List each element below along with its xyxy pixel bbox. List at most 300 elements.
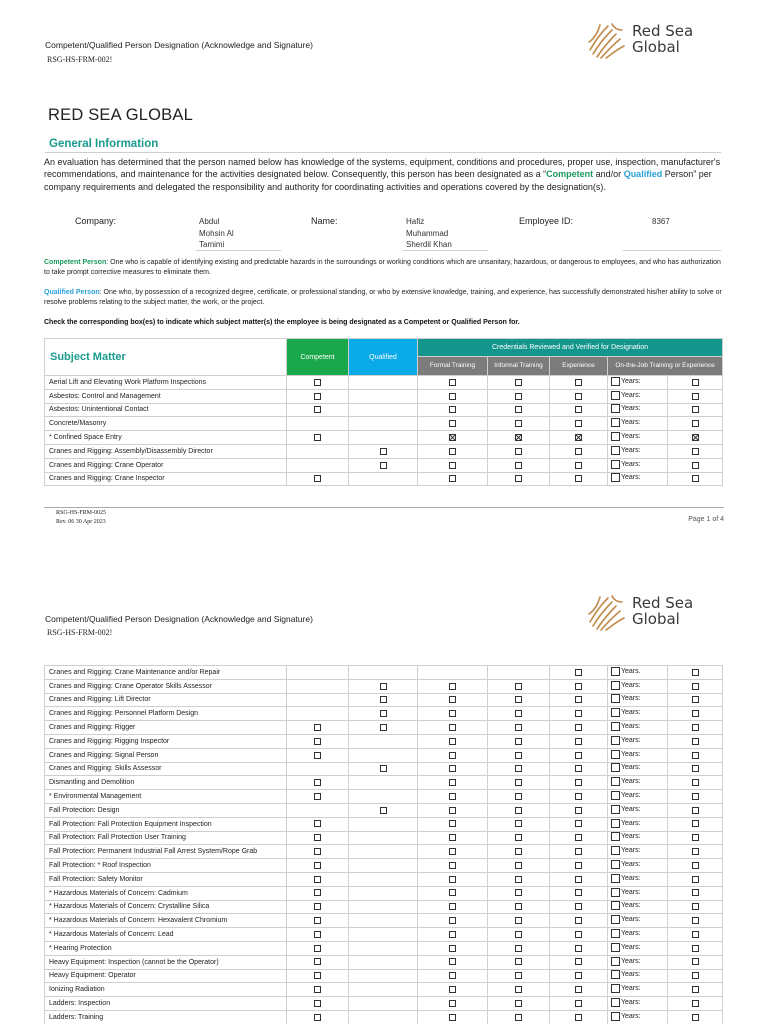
years-input[interactable] [611, 763, 620, 772]
informal-training-checkbox[interactable] [515, 986, 522, 993]
on-the-job-cell [668, 928, 723, 942]
on-the-job-checkbox[interactable] [692, 931, 699, 938]
competent-checkbox[interactable] [314, 820, 321, 827]
experience-checkbox[interactable] [575, 462, 582, 469]
on-the-job-checkbox[interactable] [692, 462, 699, 469]
header-form-code-page-2: RSG-HS-FRM-002! [47, 628, 113, 637]
formal-training-cell [418, 734, 488, 748]
qualified-cell [349, 1010, 418, 1024]
years-input[interactable] [611, 846, 620, 855]
experience-checkbox[interactable] [575, 889, 582, 896]
competent-checkbox[interactable] [314, 793, 321, 800]
years-cell [608, 693, 668, 707]
on-the-job-cell [668, 707, 723, 721]
formal-training-checkbox[interactable] [449, 710, 456, 717]
on-the-job-checkbox[interactable] [692, 710, 699, 717]
competent-cell [287, 983, 349, 997]
formal-training-checkbox[interactable] [449, 406, 456, 413]
informal-training-cell [488, 803, 550, 817]
years-cell [608, 886, 668, 900]
years-label: Years: [621, 377, 641, 385]
experience-checkbox[interactable] [575, 862, 582, 869]
on-the-job-cell [668, 955, 723, 969]
experience-checkbox[interactable] [575, 807, 582, 814]
qualified-cell [349, 666, 418, 680]
informal-training-checkbox[interactable] [515, 420, 522, 427]
on-the-job-checkbox[interactable] [692, 738, 699, 745]
subject-matter-cell: Cranes and Rigging: Signal Person [45, 748, 287, 762]
on-the-job-checkbox[interactable] [692, 752, 699, 759]
table-row [45, 817, 723, 831]
formal-training-cell [418, 817, 488, 831]
on-the-job-checkbox[interactable] [692, 448, 699, 455]
years-cell [608, 845, 668, 859]
formal-training-checkbox[interactable] [449, 683, 456, 690]
experience-checkbox[interactable] [575, 406, 582, 413]
formal-training-cell [418, 997, 488, 1011]
years-label: Years: [621, 792, 641, 800]
experience-cell [550, 914, 608, 928]
competent-checkbox[interactable] [314, 434, 321, 441]
years-input[interactable] [611, 998, 620, 1007]
table-row [45, 803, 723, 817]
experience-checkbox[interactable] [575, 876, 582, 883]
employee-id-value[interactable]: 8367 [652, 217, 670, 226]
qualified-cell [349, 914, 418, 928]
formal-training-checkbox[interactable] [449, 986, 456, 993]
competent-cell [287, 762, 349, 776]
informal-training-checkbox[interactable] [515, 820, 522, 827]
informal-training-checkbox[interactable] [515, 696, 522, 703]
qualified-cell [349, 417, 418, 431]
qualified-cell [349, 900, 418, 914]
experience-checkbox[interactable] [575, 848, 582, 855]
experience-cell [550, 955, 608, 969]
years-input[interactable] [611, 750, 620, 759]
competent-checkbox[interactable] [314, 393, 321, 400]
instruction-text: Check the corresponding box(es) to indicate which subject matter(s) the employee is being designated as a Competent or Qualified Person for. [44, 319, 520, 326]
table-row [45, 693, 723, 707]
on-the-job-checkbox[interactable] [692, 820, 699, 827]
company-value[interactable]: Abdul Mohsin Al Tamimi [199, 217, 234, 250]
on-the-job-checkbox[interactable] [692, 379, 699, 386]
informal-training-checkbox[interactable] [515, 724, 522, 731]
years-input[interactable] [611, 460, 620, 469]
on-the-job-cell [668, 417, 723, 431]
years-input[interactable] [611, 888, 620, 897]
competent-checkbox[interactable] [314, 738, 321, 745]
formal-training-checkbox[interactable] [449, 1000, 456, 1007]
competent-checkbox[interactable] [314, 986, 321, 993]
experience-checkbox[interactable] [575, 958, 582, 965]
years-label: Years: [621, 805, 641, 813]
informal-training-checkbox[interactable] [515, 889, 522, 896]
informal-training-cell [488, 817, 550, 831]
experience-checkbox[interactable] [575, 1014, 582, 1021]
experience-checkbox[interactable] [575, 903, 582, 910]
informal-training-checkbox[interactable] [515, 1014, 522, 1021]
informal-training-checkbox[interactable] [515, 917, 522, 924]
on-the-job-checkbox[interactable] [692, 945, 699, 952]
informal-training-checkbox[interactable] [515, 765, 522, 772]
formal-training-checkbox[interactable] [449, 972, 456, 979]
experience-checkbox[interactable] [575, 793, 582, 800]
years-input[interactable] [611, 418, 620, 427]
formal-training-checkbox[interactable] [449, 903, 456, 910]
formal-training-cell [418, 472, 488, 486]
informal-training-checkbox[interactable] [515, 945, 522, 952]
subject-matter-cell: Fall Protection: Fall Protection User Training [45, 831, 287, 845]
experience-checkbox[interactable] [575, 448, 582, 455]
qualified-checkbox[interactable] [380, 448, 387, 455]
competent-cell [287, 997, 349, 1011]
informal-training-checkbox[interactable] [515, 834, 522, 841]
formal-training-checkbox[interactable] [449, 889, 456, 896]
informal-training-checkbox[interactable] [515, 462, 522, 469]
formal-training-checkbox[interactable] [449, 696, 456, 703]
on-the-job-checkbox[interactable] [692, 903, 699, 910]
formal-training-checkbox[interactable] [449, 807, 456, 814]
on-the-job-checkbox[interactable] [692, 876, 699, 883]
informal-training-checkbox[interactable] [515, 475, 522, 482]
competent-checkbox[interactable] [314, 752, 321, 759]
informal-training-checkbox[interactable] [515, 379, 522, 386]
on-the-job-checkbox[interactable] [692, 807, 699, 814]
formal-training-checkbox[interactable] [449, 779, 456, 786]
years-input[interactable] [611, 432, 620, 441]
informal-training-cell [488, 997, 550, 1011]
years-input[interactable] [611, 473, 620, 482]
informal-training-checkbox[interactable] [515, 862, 522, 869]
years-input[interactable] [611, 874, 620, 883]
years-input[interactable] [611, 404, 620, 413]
on-the-job-checkbox[interactable] [692, 848, 699, 855]
qualified-checkbox[interactable] [380, 710, 387, 717]
competent-checkbox[interactable] [314, 379, 321, 386]
years-cell [608, 403, 668, 417]
on-the-job-checkbox[interactable] [692, 696, 699, 703]
competent-cell [287, 403, 349, 417]
informal-training-checkbox[interactable] [515, 779, 522, 786]
formal-training-checkbox[interactable] [449, 958, 456, 965]
subject-matter-cell: * Confined Space Entry [45, 431, 287, 445]
years-input[interactable] [611, 1012, 620, 1021]
on-the-job-checkbox[interactable] [692, 917, 699, 924]
on-the-job-checkbox[interactable] [692, 1014, 699, 1021]
experience-checkbox[interactable] [575, 752, 582, 759]
experience-checkbox[interactable] [575, 945, 582, 952]
on-the-job-checkbox[interactable] [692, 958, 699, 965]
informal-training-checkbox[interactable] [515, 683, 522, 690]
competent-checkbox[interactable] [314, 876, 321, 883]
experience-cell [550, 389, 608, 403]
on-the-job-checkbox[interactable] [692, 834, 699, 841]
informal-training-checkbox[interactable] [515, 876, 522, 883]
qualified-checkbox[interactable] [380, 683, 387, 690]
formal-training-checkbox[interactable] [449, 1014, 456, 1021]
years-label: Years: [621, 957, 641, 965]
experience-checkbox[interactable] [575, 820, 582, 827]
subject-matter-cell: Cranes and Rigging: Lift Director [45, 693, 287, 707]
informal-training-checkbox[interactable] [515, 903, 522, 910]
competent-header: Competent [287, 339, 349, 376]
experience-checkbox[interactable] [575, 931, 582, 938]
years-input[interactable] [611, 446, 620, 455]
competent-checkbox[interactable] [314, 972, 321, 979]
formal-training-checkbox[interactable] [449, 931, 456, 938]
competent-checkbox[interactable] [314, 931, 321, 938]
experience-cell [550, 693, 608, 707]
informal-training-cell [488, 693, 550, 707]
years-input[interactable] [611, 957, 620, 966]
designation-table-page-2 [44, 665, 723, 1024]
table-row [45, 886, 723, 900]
experience-checkbox[interactable] [575, 696, 582, 703]
experience-checkbox[interactable] [575, 393, 582, 400]
informal-training-checkbox[interactable] [515, 931, 522, 938]
experience-checkbox[interactable] [575, 917, 582, 924]
informal-training-cell [488, 845, 550, 859]
intro-paragraph: An evaluation has determined that the person named below has knowledge of the systems, equipment, conditions and procedures, proper use, inspection, manufacturer's recommendations, and maintenance for the activities designated below. Consequently, this person has been designated as a “Competent and/or Qualified Person” per company requirements and delegated the responsibility and authority for coordinating activities and operations covered by the designation(s). [44, 157, 721, 192]
section-divider [45, 152, 721, 153]
formal-training-cell [418, 790, 488, 804]
informal-training-checkbox[interactable] [515, 972, 522, 979]
on-the-job-checked-checkbox[interactable] [692, 434, 699, 441]
on-the-job-checkbox[interactable] [692, 765, 699, 772]
on-the-job-checkbox[interactable] [692, 986, 699, 993]
subject-matter-cell: Asbestos: Control and Management [45, 389, 287, 403]
informal-training-checkbox[interactable] [515, 448, 522, 455]
years-cell [608, 762, 668, 776]
subject-matter-cell: Cranes and Rigging: Crane Maintenance and/or Repair [45, 666, 287, 680]
on-the-job-checkbox[interactable] [692, 393, 699, 400]
formal-training-checkbox[interactable] [449, 448, 456, 455]
experience-checkbox[interactable] [575, 972, 582, 979]
formal-training-checkbox[interactable] [449, 462, 456, 469]
experience-checkbox[interactable] [575, 683, 582, 690]
competent-checkbox[interactable] [314, 1000, 321, 1007]
subject-matter-cell: * Hazardous Materials of Concern: Crystalline Silica [45, 900, 287, 914]
on-the-job-checkbox[interactable] [692, 420, 699, 427]
years-input[interactable] [611, 391, 620, 400]
on-the-job-cell [668, 969, 723, 983]
years-input[interactable] [611, 777, 620, 786]
experience-checkbox[interactable] [575, 765, 582, 772]
formal-training-checkbox[interactable] [449, 917, 456, 924]
on-the-job-checkbox[interactable] [692, 972, 699, 979]
years-input[interactable] [611, 694, 620, 703]
on-the-job-checkbox[interactable] [692, 475, 699, 482]
on-the-job-checkbox[interactable] [692, 793, 699, 800]
on-the-job-checkbox[interactable] [692, 406, 699, 413]
years-label: Years: [621, 888, 641, 896]
formal-training-checkbox[interactable] [449, 738, 456, 745]
years-input[interactable] [611, 722, 620, 731]
years-input[interactable] [611, 681, 620, 690]
formal-training-checked-checkbox[interactable] [449, 434, 456, 441]
qualified-cell [349, 845, 418, 859]
competent-checkbox[interactable] [314, 945, 321, 952]
experience-cell [550, 1010, 608, 1024]
competent-checkbox[interactable] [314, 862, 321, 869]
document-title: RED SEA GLOBAL [48, 106, 193, 124]
qualified-checkbox[interactable] [380, 765, 387, 772]
experience-checkbox[interactable] [575, 1000, 582, 1007]
years-cell [608, 417, 668, 431]
years-input[interactable] [611, 819, 620, 828]
formal-training-checkbox[interactable] [449, 876, 456, 883]
experience-checked-checkbox[interactable] [575, 434, 582, 441]
years-input[interactable] [611, 667, 620, 676]
table-row [45, 458, 723, 472]
competent-checkbox[interactable] [314, 779, 321, 786]
years-input[interactable] [611, 901, 620, 910]
subject-matter-cell: Concrete/Masonry [45, 417, 287, 431]
experience-checkbox[interactable] [575, 420, 582, 427]
years-cell [608, 969, 668, 983]
competent-cell [287, 845, 349, 859]
formal-training-cell [418, 748, 488, 762]
competent-checkbox[interactable] [314, 834, 321, 841]
competent-checkbox[interactable] [314, 1014, 321, 1021]
on-the-job-checkbox[interactable] [692, 779, 699, 786]
experience-checkbox[interactable] [575, 710, 582, 717]
formal-training-checkbox[interactable] [449, 793, 456, 800]
on-the-job-checkbox[interactable] [692, 862, 699, 869]
formal-training-checkbox[interactable] [449, 945, 456, 952]
on-the-job-checkbox[interactable] [692, 889, 699, 896]
formal-training-checkbox[interactable] [449, 862, 456, 869]
years-input[interactable] [611, 860, 620, 869]
competent-checkbox[interactable] [314, 848, 321, 855]
years-label: Years: [621, 419, 641, 427]
on-the-job-cell [668, 817, 723, 831]
years-cell [608, 389, 668, 403]
competent-cell [287, 955, 349, 969]
table-row [45, 955, 723, 969]
formal-training-checkbox[interactable] [449, 724, 456, 731]
on-the-job-checkbox[interactable] [692, 1000, 699, 1007]
experience-checkbox[interactable] [575, 379, 582, 386]
years-cell [608, 376, 668, 390]
experience-cell [550, 941, 608, 955]
years-input[interactable] [611, 805, 620, 814]
on-the-job-cell [668, 983, 723, 997]
informal-training-checkbox[interactable] [515, 793, 522, 800]
table-row [45, 707, 723, 721]
competent-checkbox[interactable] [314, 406, 321, 413]
competent-checkbox[interactable] [314, 475, 321, 482]
formal-training-cell [418, 376, 488, 390]
qualified-cell [349, 928, 418, 942]
qualified-cell [349, 376, 418, 390]
years-input[interactable] [611, 929, 620, 938]
years-input[interactable] [611, 943, 620, 952]
formal-training-checkbox[interactable] [449, 420, 456, 427]
informal-training-checkbox[interactable] [515, 406, 522, 413]
informal-training-checked-checkbox[interactable] [515, 434, 522, 441]
informal-training-cell [488, 762, 550, 776]
informal-training-checkbox[interactable] [515, 752, 522, 759]
informal-training-cell [488, 790, 550, 804]
formal-training-checkbox[interactable] [449, 820, 456, 827]
qualified-cell [349, 472, 418, 486]
on-the-job-checkbox[interactable] [692, 683, 699, 690]
subject-matter-cell: Ladders: Inspection [45, 997, 287, 1011]
experience-checkbox[interactable] [575, 779, 582, 786]
name-value[interactable]: Hafiz Muhammad Sherdil Khan [406, 217, 452, 250]
qualified-checkbox[interactable] [380, 807, 387, 814]
informal-training-checkbox[interactable] [515, 710, 522, 717]
experience-checkbox[interactable] [575, 986, 582, 993]
experience-cell [550, 431, 608, 445]
years-input[interactable] [611, 791, 620, 800]
qualified-checkbox[interactable] [380, 696, 387, 703]
qualified-checkbox[interactable] [380, 724, 387, 731]
years-input[interactable] [611, 377, 620, 386]
competent-checkbox[interactable] [314, 917, 321, 924]
formal-training-cell [418, 1010, 488, 1024]
table-row [45, 900, 723, 914]
employee-id-label: Employee ID: [519, 216, 574, 226]
competent-checkbox[interactable] [314, 958, 321, 965]
informal-training-checkbox[interactable] [515, 738, 522, 745]
competent-checkbox[interactable] [314, 903, 321, 910]
competent-checkbox[interactable] [314, 724, 321, 731]
experience-checkbox[interactable] [575, 834, 582, 841]
years-input[interactable] [611, 708, 620, 717]
years-label: Years: [621, 750, 641, 758]
years-cell [608, 472, 668, 486]
experience-checkbox[interactable] [575, 738, 582, 745]
formal-training-checkbox[interactable] [449, 848, 456, 855]
designation-table-page-1 [44, 338, 723, 486]
on-the-job-checkbox[interactable] [692, 669, 699, 676]
formal-training-checkbox[interactable] [449, 752, 456, 759]
informal-training-checkbox[interactable] [515, 807, 522, 814]
on-the-job-cell [668, 914, 723, 928]
experience-checkbox[interactable] [575, 724, 582, 731]
qualified-checkbox[interactable] [380, 462, 387, 469]
formal-training-checkbox[interactable] [449, 379, 456, 386]
experience-checkbox[interactable] [575, 669, 582, 676]
years-input[interactable] [611, 984, 620, 993]
qualified-cell [349, 707, 418, 721]
table-row [45, 872, 723, 886]
experience-cell [550, 472, 608, 486]
on-the-job-checkbox[interactable] [692, 724, 699, 731]
formal-training-checkbox[interactable] [449, 393, 456, 400]
on-the-job-cell [668, 859, 723, 873]
qualified-header: Qualified [349, 339, 418, 376]
experience-checkbox[interactable] [575, 475, 582, 482]
informal-training-checkbox[interactable] [515, 393, 522, 400]
years-input[interactable] [611, 736, 620, 745]
informal-training-checkbox[interactable] [515, 958, 522, 965]
informal-training-cell [488, 679, 550, 693]
formal-training-checkbox[interactable] [449, 475, 456, 482]
formal-training-checkbox[interactable] [449, 834, 456, 841]
informal-training-checkbox[interactable] [515, 1000, 522, 1007]
table-row [45, 914, 723, 928]
years-input[interactable] [611, 832, 620, 841]
ojt-header: On-the-Job Training or Experience [608, 357, 723, 376]
years-input[interactable] [611, 970, 620, 979]
formal-training-checkbox[interactable] [449, 765, 456, 772]
years-input[interactable] [611, 915, 620, 924]
informal-training-checkbox[interactable] [515, 848, 522, 855]
competent-checkbox[interactable] [314, 889, 321, 896]
